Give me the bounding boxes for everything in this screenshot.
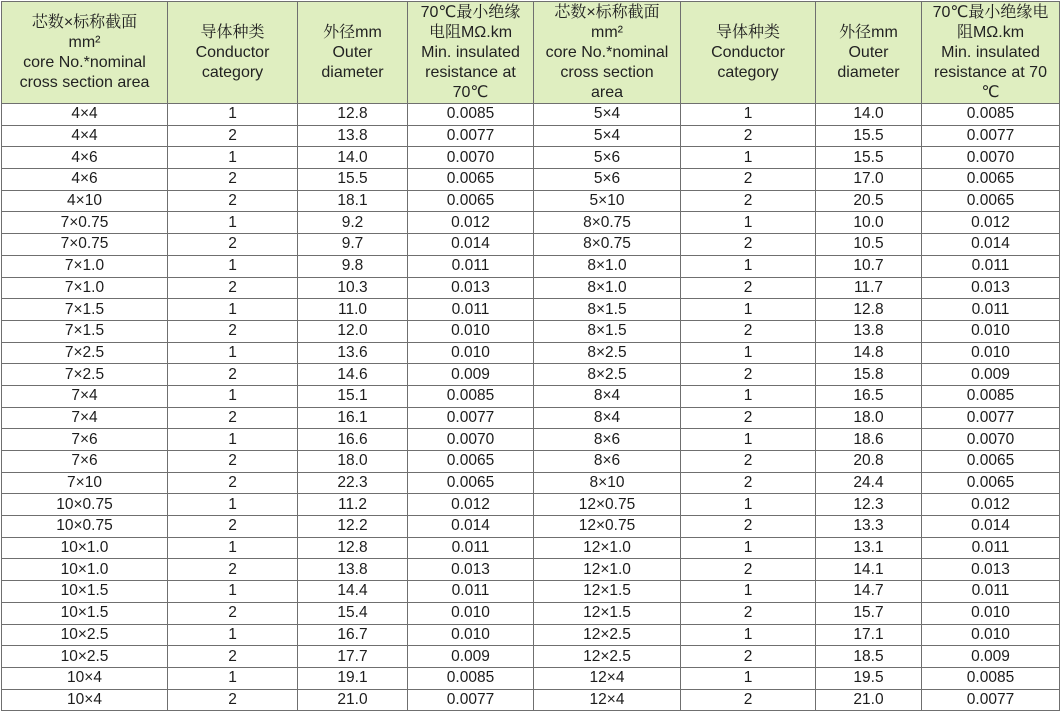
cell-outer-diameter-2: 15.5: [816, 147, 922, 169]
cell-conductor-category-2: 2: [681, 234, 816, 256]
header-min-insulation-resistance: [408, 2, 534, 104]
header-conductor-category: [168, 2, 298, 104]
cell-conductor-category: 1: [168, 537, 298, 559]
cell-conductor-category-2: 2: [681, 407, 816, 429]
cell-conductor-category-2: 1: [681, 212, 816, 234]
cell-conductor-category: 1: [168, 581, 298, 603]
cell-outer-diameter-2: 21.0: [816, 689, 922, 711]
header-line: 芯数×标称截面: [31, 13, 138, 31]
header-line: 70℃最小绝缘: [420, 3, 521, 21]
cell-min-resistance: 0.013: [408, 277, 534, 299]
cell-min-resistance-2: 0.009: [922, 646, 1060, 668]
cell-core-section-2: 8×2.5: [534, 342, 681, 364]
cell-conductor-category: 2: [168, 602, 298, 624]
cell-outer-diameter-2: 16.5: [816, 385, 922, 407]
cell-outer-diameter: 12.8: [298, 537, 408, 559]
cell-min-resistance: 0.010: [408, 602, 534, 624]
cell-core-section: 4×4: [2, 125, 168, 147]
table-row: [2, 472, 1060, 494]
cell-min-resistance: 0.009: [408, 646, 534, 668]
cell-core-section: 10×1.0: [2, 537, 168, 559]
cell-min-resistance: 0.011: [408, 537, 534, 559]
cell-min-resistance-2: 0.013: [922, 277, 1060, 299]
header-line: 电阻MΩ.km: [428, 23, 513, 41]
header-line: 导体种类: [200, 23, 265, 41]
cell-min-resistance: 0.011: [408, 581, 534, 603]
cell-conductor-category-2: 1: [681, 104, 816, 126]
cell-conductor-category: 1: [168, 255, 298, 277]
cell-core-section-2: 5×10: [534, 190, 681, 212]
cell-core-section-2: 8×2.5: [534, 364, 681, 386]
cell-core-section-2: 8×6: [534, 451, 681, 473]
cell-outer-diameter: 15.4: [298, 602, 408, 624]
cell-outer-diameter: 10.3: [298, 277, 408, 299]
table-row: [2, 559, 1060, 581]
cell-conductor-category-2: 1: [681, 342, 816, 364]
header-line: resistance at: [425, 63, 516, 81]
cell-outer-diameter-2: 13.3: [816, 516, 922, 538]
header-line: Conductor: [195, 43, 270, 61]
cell-core-section-2: 12×2.5: [534, 624, 681, 646]
header-line: mm²: [591, 23, 623, 41]
cell-min-resistance: 0.0077: [408, 125, 534, 147]
cell-min-resistance-2: 0.011: [922, 299, 1060, 321]
cell-outer-diameter: 16.7: [298, 624, 408, 646]
cell-core-section: 10×2.5: [2, 646, 168, 668]
cell-conductor-category-2: 2: [681, 364, 816, 386]
cell-min-resistance-2: 0.012: [922, 212, 1060, 234]
cell-outer-diameter: 18.0: [298, 451, 408, 473]
cell-outer-diameter-2: 12.8: [816, 299, 922, 321]
cell-min-resistance-2: 0.009: [922, 364, 1060, 386]
header-outer-diameter: [298, 2, 408, 104]
cell-min-resistance-2: 0.0065: [922, 472, 1060, 494]
cell-conductor-category-2: 2: [681, 559, 816, 581]
cell-conductor-category-2: 2: [681, 320, 816, 342]
cell-min-resistance: 0.0085: [408, 104, 534, 126]
cell-min-resistance: 0.012: [408, 212, 534, 234]
cell-outer-diameter-2: 20.5: [816, 190, 922, 212]
cell-min-resistance: 0.010: [408, 320, 534, 342]
cell-outer-diameter: 13.8: [298, 125, 408, 147]
cell-min-resistance: 0.0070: [408, 147, 534, 169]
header-core-section-2: [534, 2, 681, 104]
cell-outer-diameter-2: 12.3: [816, 494, 922, 516]
cell-core-section: 10×4: [2, 689, 168, 711]
cell-core-section-2: 5×4: [534, 104, 681, 126]
header-line: cross section area: [19, 73, 150, 91]
cell-conductor-category-2: 1: [681, 537, 816, 559]
cell-conductor-category: 1: [168, 212, 298, 234]
cell-core-section: 10×2.5: [2, 624, 168, 646]
cell-core-section: 10×1.0: [2, 559, 168, 581]
cell-min-resistance-2: 0.0085: [922, 667, 1060, 689]
header-line: Outer: [848, 43, 889, 61]
cell-outer-diameter-2: 11.7: [816, 277, 922, 299]
cell-min-resistance-2: 0.012: [922, 494, 1060, 516]
cell-outer-diameter: 18.1: [298, 190, 408, 212]
table-row: [2, 342, 1060, 364]
cell-conductor-category: 2: [168, 320, 298, 342]
cell-min-resistance-2: 0.0070: [922, 429, 1060, 451]
cell-core-section: 7×4: [2, 385, 168, 407]
cell-conductor-category-2: 1: [681, 385, 816, 407]
cell-core-section-2: 8×1.0: [534, 255, 681, 277]
cell-conductor-category: 2: [168, 407, 298, 429]
cell-outer-diameter: 13.8: [298, 559, 408, 581]
table-row: [2, 385, 1060, 407]
cell-outer-diameter: 15.5: [298, 169, 408, 191]
header-line: Outer: [332, 43, 373, 61]
cell-outer-diameter-2: 18.0: [816, 407, 922, 429]
cell-conductor-category-2: 2: [681, 689, 816, 711]
table-row: [2, 516, 1060, 538]
cell-outer-diameter-2: 15.8: [816, 364, 922, 386]
table-row: [2, 320, 1060, 342]
cell-outer-diameter: 15.1: [298, 385, 408, 407]
cell-outer-diameter-2: 14.0: [816, 104, 922, 126]
cell-core-section-2: 12×1.5: [534, 602, 681, 624]
header-line: 外径mm: [839, 23, 898, 41]
cell-conductor-category: 2: [168, 646, 298, 668]
cell-conductor-category-2: 2: [681, 277, 816, 299]
cell-core-section-2: 5×6: [534, 147, 681, 169]
cell-conductor-category-2: 1: [681, 429, 816, 451]
table-row: [2, 537, 1060, 559]
cell-conductor-category: 2: [168, 559, 298, 581]
cell-core-section: 10×4: [2, 667, 168, 689]
header-line: core No.*nominal: [545, 43, 669, 61]
cell-conductor-category: 1: [168, 342, 298, 364]
cell-outer-diameter: 17.7: [298, 646, 408, 668]
cell-core-section-2: 8×6: [534, 429, 681, 451]
cell-core-section: 10×0.75: [2, 516, 168, 538]
cell-outer-diameter: 13.6: [298, 342, 408, 364]
cell-conductor-category-2: 2: [681, 451, 816, 473]
cell-min-resistance-2: 0.0070: [922, 147, 1060, 169]
cell-conductor-category: 2: [168, 125, 298, 147]
cell-min-resistance-2: 0.0065: [922, 169, 1060, 191]
cell-core-section-2: 12×1.0: [534, 537, 681, 559]
cell-core-section: 7×1.0: [2, 255, 168, 277]
cell-core-section: 7×2.5: [2, 342, 168, 364]
cell-conductor-category-2: 1: [681, 255, 816, 277]
header-line: Min. insulated: [941, 43, 1040, 61]
cell-outer-diameter-2: 14.1: [816, 559, 922, 581]
header-row: [2, 2, 1060, 104]
header-min-insulation-resistance-2: [922, 2, 1060, 104]
cell-conductor-category: 1: [168, 667, 298, 689]
header-line: 导体种类: [715, 23, 780, 41]
cell-conductor-category: 1: [168, 429, 298, 451]
cell-outer-diameter: 16.1: [298, 407, 408, 429]
cell-outer-diameter-2: 24.4: [816, 472, 922, 494]
cell-min-resistance: 0.0085: [408, 385, 534, 407]
cell-outer-diameter: 12.8: [298, 104, 408, 126]
cell-conductor-category-2: 1: [681, 299, 816, 321]
table-row: [2, 299, 1060, 321]
cell-conductor-category-2: 1: [681, 581, 816, 603]
table-row: [2, 602, 1060, 624]
cell-min-resistance-2: 0.013: [922, 559, 1060, 581]
cell-min-resistance: 0.013: [408, 559, 534, 581]
cable-spec-table: [1, 1, 1060, 711]
cell-conductor-category: 2: [168, 169, 298, 191]
cell-conductor-category: 2: [168, 451, 298, 473]
table-body: [2, 104, 1060, 711]
cell-core-section: 7×10: [2, 472, 168, 494]
cell-conductor-category: 1: [168, 624, 298, 646]
header-line: category: [717, 63, 779, 81]
table-row: [2, 624, 1060, 646]
cell-min-resistance: 0.0085: [408, 667, 534, 689]
table-row: [2, 125, 1060, 147]
cell-core-section-2: 12×1.5: [534, 581, 681, 603]
table-row: [2, 169, 1060, 191]
table-row: [2, 190, 1060, 212]
table-row: [2, 689, 1060, 711]
cell-conductor-category-2: 1: [681, 494, 816, 516]
table-row: [2, 667, 1060, 689]
cell-core-section-2: 8×4: [534, 385, 681, 407]
table-row: [2, 104, 1060, 126]
cell-outer-diameter: 14.4: [298, 581, 408, 603]
header-line: area: [590, 83, 624, 101]
cell-outer-diameter-2: 17.1: [816, 624, 922, 646]
cell-min-resistance: 0.014: [408, 516, 534, 538]
cell-min-resistance-2: 0.011: [922, 255, 1060, 277]
header-line: 芯数×标称截面: [554, 3, 660, 21]
cell-outer-diameter-2: 17.0: [816, 169, 922, 191]
header-core-section: [2, 2, 168, 104]
cell-min-resistance-2: 0.0077: [922, 689, 1060, 711]
cell-core-section: 7×2.5: [2, 364, 168, 386]
cell-core-section: 7×6: [2, 451, 168, 473]
table-row: [2, 234, 1060, 256]
cell-min-resistance: 0.0077: [408, 689, 534, 711]
cell-min-resistance-2: 0.010: [922, 602, 1060, 624]
cell-min-resistance-2: 0.014: [922, 234, 1060, 256]
table-row: [2, 212, 1060, 234]
cell-min-resistance-2: 0.011: [922, 581, 1060, 603]
cell-conductor-category-2: 2: [681, 516, 816, 538]
header-line: 70℃最小绝缘电: [932, 3, 1049, 21]
cell-outer-diameter: 16.6: [298, 429, 408, 451]
cell-min-resistance-2: 0.011: [922, 537, 1060, 559]
cell-outer-diameter-2: 18.6: [816, 429, 922, 451]
cell-conductor-category: 2: [168, 190, 298, 212]
cell-core-section: 7×1.5: [2, 320, 168, 342]
cell-min-resistance-2: 0.010: [922, 624, 1060, 646]
cell-conductor-category-2: 1: [681, 667, 816, 689]
table-row: [2, 429, 1060, 451]
header-line: cross section: [560, 63, 654, 81]
cell-outer-diameter: 22.3: [298, 472, 408, 494]
cell-core-section-2: 8×10: [534, 472, 681, 494]
cell-min-resistance-2: 0.0077: [922, 407, 1060, 429]
cell-outer-diameter-2: 14.8: [816, 342, 922, 364]
cell-outer-diameter: 12.0: [298, 320, 408, 342]
cell-core-section: 4×4: [2, 104, 168, 126]
cell-outer-diameter: 11.2: [298, 494, 408, 516]
cell-conductor-category: 2: [168, 364, 298, 386]
cell-core-section: 4×10: [2, 190, 168, 212]
cell-min-resistance: 0.010: [408, 624, 534, 646]
cell-min-resistance: 0.0070: [408, 429, 534, 451]
cell-outer-diameter: 11.0: [298, 299, 408, 321]
cell-outer-diameter-2: 14.7: [816, 581, 922, 603]
cell-min-resistance-2: 0.0085: [922, 385, 1060, 407]
cell-core-section-2: 5×6: [534, 169, 681, 191]
cell-min-resistance: 0.0065: [408, 472, 534, 494]
cell-core-section-2: 8×0.75: [534, 212, 681, 234]
cell-conductor-category: 1: [168, 385, 298, 407]
cell-core-section-2: 8×1.0: [534, 277, 681, 299]
cell-core-section: 10×0.75: [2, 494, 168, 516]
cell-min-resistance: 0.011: [408, 299, 534, 321]
cell-conductor-category-2: 2: [681, 602, 816, 624]
header-line: diameter: [837, 63, 900, 81]
cell-outer-diameter-2: 13.8: [816, 320, 922, 342]
cell-min-resistance-2: 0.0077: [922, 125, 1060, 147]
table-row: [2, 277, 1060, 299]
cell-core-section-2: 8×0.75: [534, 234, 681, 256]
cell-core-section: 4×6: [2, 169, 168, 191]
cell-conductor-category-2: 2: [681, 472, 816, 494]
cell-min-resistance: 0.012: [408, 494, 534, 516]
table-row: [2, 451, 1060, 473]
cell-min-resistance-2: 0.010: [922, 320, 1060, 342]
cell-min-resistance: 0.014: [408, 234, 534, 256]
cell-min-resistance: 0.0077: [408, 407, 534, 429]
table-header: [2, 2, 1060, 104]
cell-min-resistance: 0.010: [408, 342, 534, 364]
cell-conductor-category-2: 1: [681, 624, 816, 646]
cell-outer-diameter: 12.2: [298, 516, 408, 538]
cell-min-resistance: 0.0065: [408, 190, 534, 212]
cell-outer-diameter: 9.2: [298, 212, 408, 234]
cell-min-resistance: 0.0065: [408, 169, 534, 191]
header-line: diameter: [321, 63, 384, 81]
table-row: [2, 255, 1060, 277]
cell-outer-diameter: 21.0: [298, 689, 408, 711]
cell-min-resistance: 0.009: [408, 364, 534, 386]
cell-outer-diameter-2: 10.7: [816, 255, 922, 277]
cell-min-resistance-2: 0.0065: [922, 190, 1060, 212]
cell-core-section-2: 12×4: [534, 689, 681, 711]
cell-core-section-2: 12×2.5: [534, 646, 681, 668]
header-line: mm²: [68, 33, 101, 51]
table-row: [2, 494, 1060, 516]
cell-min-resistance: 0.011: [408, 255, 534, 277]
header-line: Min. insulated: [421, 43, 520, 61]
cell-core-section-2: 12×1.0: [534, 559, 681, 581]
cell-conductor-category-2: 2: [681, 190, 816, 212]
cell-conductor-category: 2: [168, 472, 298, 494]
cell-core-section-2: 12×4: [534, 667, 681, 689]
cell-min-resistance-2: 0.014: [922, 516, 1060, 538]
cell-conductor-category-2: 1: [681, 147, 816, 169]
cell-core-section: 7×4: [2, 407, 168, 429]
cell-min-resistance-2: 0.010: [922, 342, 1060, 364]
cell-conductor-category: 1: [168, 299, 298, 321]
table-row: [2, 364, 1060, 386]
cell-outer-diameter-2: 10.5: [816, 234, 922, 256]
cell-core-section: 7×1.0: [2, 277, 168, 299]
header-line: Conductor: [711, 43, 785, 61]
cell-outer-diameter: 19.1: [298, 667, 408, 689]
table-row: [2, 147, 1060, 169]
cell-core-section: 7×0.75: [2, 212, 168, 234]
cell-min-resistance-2: 0.0085: [922, 104, 1060, 126]
header-line: 外径mm: [323, 23, 382, 41]
cell-core-section: 7×1.5: [2, 299, 168, 321]
cell-outer-diameter: 14.0: [298, 147, 408, 169]
cell-core-section: 10×1.5: [2, 581, 168, 603]
cell-core-section-2: 12×0.75: [534, 494, 681, 516]
cell-outer-diameter-2: 20.8: [816, 451, 922, 473]
cell-outer-diameter: 9.7: [298, 234, 408, 256]
cell-outer-diameter-2: 13.1: [816, 537, 922, 559]
cell-core-section-2: 5×4: [534, 125, 681, 147]
cell-min-resistance: 0.0065: [408, 451, 534, 473]
cell-core-section-2: 12×0.75: [534, 516, 681, 538]
header-line: 阻MΩ.km: [956, 23, 1025, 41]
header-line: resistance at 70: [934, 63, 1047, 81]
cell-conductor-category-2: 2: [681, 125, 816, 147]
cell-min-resistance-2: 0.0065: [922, 451, 1060, 473]
header-conductor-category-2: [681, 2, 816, 104]
header-line: ℃: [981, 83, 1000, 101]
header-line: 70℃: [452, 83, 489, 101]
cell-conductor-category-2: 2: [681, 646, 816, 668]
cell-conductor-category: 2: [168, 277, 298, 299]
cell-outer-diameter: 9.8: [298, 255, 408, 277]
cell-outer-diameter-2: 18.5: [816, 646, 922, 668]
cell-conductor-category: 1: [168, 494, 298, 516]
cell-conductor-category: 1: [168, 104, 298, 126]
table-row: [2, 407, 1060, 429]
cell-outer-diameter: 14.6: [298, 364, 408, 386]
cell-core-section: 7×0.75: [2, 234, 168, 256]
cell-conductor-category: 2: [168, 689, 298, 711]
cell-core-section-2: 8×1.5: [534, 299, 681, 321]
cell-core-section-2: 8×4: [534, 407, 681, 429]
cell-core-section: 10×1.5: [2, 602, 168, 624]
cell-outer-diameter-2: 15.5: [816, 125, 922, 147]
cell-core-section: 4×6: [2, 147, 168, 169]
cell-outer-diameter-2: 10.0: [816, 212, 922, 234]
table-row: [2, 581, 1060, 603]
header-outer-diameter-2: [816, 2, 922, 104]
cell-conductor-category: 1: [168, 147, 298, 169]
header-line: core No.*nominal: [23, 53, 146, 71]
header-line: category: [201, 63, 264, 81]
table-row: [2, 646, 1060, 668]
cell-outer-diameter-2: 15.7: [816, 602, 922, 624]
cell-conductor-category: 2: [168, 516, 298, 538]
cell-core-section: 7×6: [2, 429, 168, 451]
cell-conductor-category-2: 2: [681, 169, 816, 191]
cell-outer-diameter-2: 19.5: [816, 667, 922, 689]
cell-core-section-2: 8×1.5: [534, 320, 681, 342]
cell-conductor-category: 2: [168, 234, 298, 256]
